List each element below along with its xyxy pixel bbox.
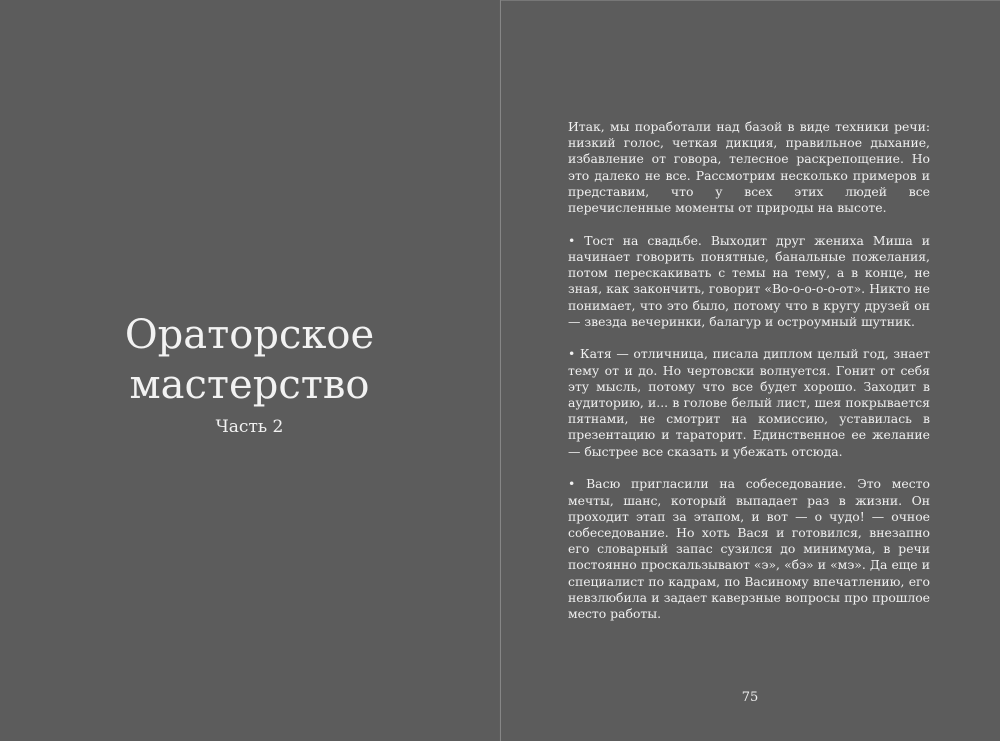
- chapter-title-line-2: мастерство: [129, 362, 370, 408]
- chapter-title-block: [0, 310, 499, 438]
- paragraph-vasya: • Васю пригласили на собеседование. Это место мечты, шанс, который выпадает раз в жизни. Он проходит этап за этапом, и вот — о чудо! — очное собеседование. Но хоть Вася и готовился, внезапно его словарный запас сузился до минимума, в речи постоянно проскальзывают «э», «бэ» и «мэ». Да еще и специалист по кадрам, по Васиному впечатлению, его невзлюбила и задает каверзные вопросы про прошлое место работы.: [568, 476, 930, 621]
- page-number: 75: [741, 690, 759, 705]
- chapter-subtitle: Часть 2: [215, 417, 284, 437]
- paragraph-wedding-toast: • Тост на свадьбе. Выходит друг жениха Миша и начинает говорить понятные, банальные пожелания, потом перескакивать с темы на тему, а в конце, не зная, как закончить, говорит «Во-о-о-о-о-от». Никто не понимает, что это было, потому что в кругу друзей он — звезда вечеринки, балагур и остроумный шутник.: [568, 232, 930, 329]
- paragraph-katya: • Катя — отличница, писала диплом целый год, знает тему от и до. Но чертовски волнуется. Гонит от себя эту мысль, потому что все будет хорошо. Заходит в аудиторию, и... в голове белый лист, шея покрывается пятнами, не смотрит на комиссию, уставилась в презентацию и тараторит. Единственное ее желание — быстрее все сказать и убежать отсюда.: [568, 346, 930, 459]
- left-page: [0, 0, 499, 741]
- body-text-column: [568, 119, 930, 639]
- chapter-title-line-1: Ораторское: [124, 312, 375, 358]
- paragraph-intro: Итак, мы поработали над базой в виде техники речи: низкий голос, четкая дикция, правильное дыхание, избавление от говора, телесное раскрепощение. Но это далеко не все. Рассмотрим несколько примеров и представим, что у всех этих людей все перечисленные моменты от природы на высоте.: [568, 119, 930, 216]
